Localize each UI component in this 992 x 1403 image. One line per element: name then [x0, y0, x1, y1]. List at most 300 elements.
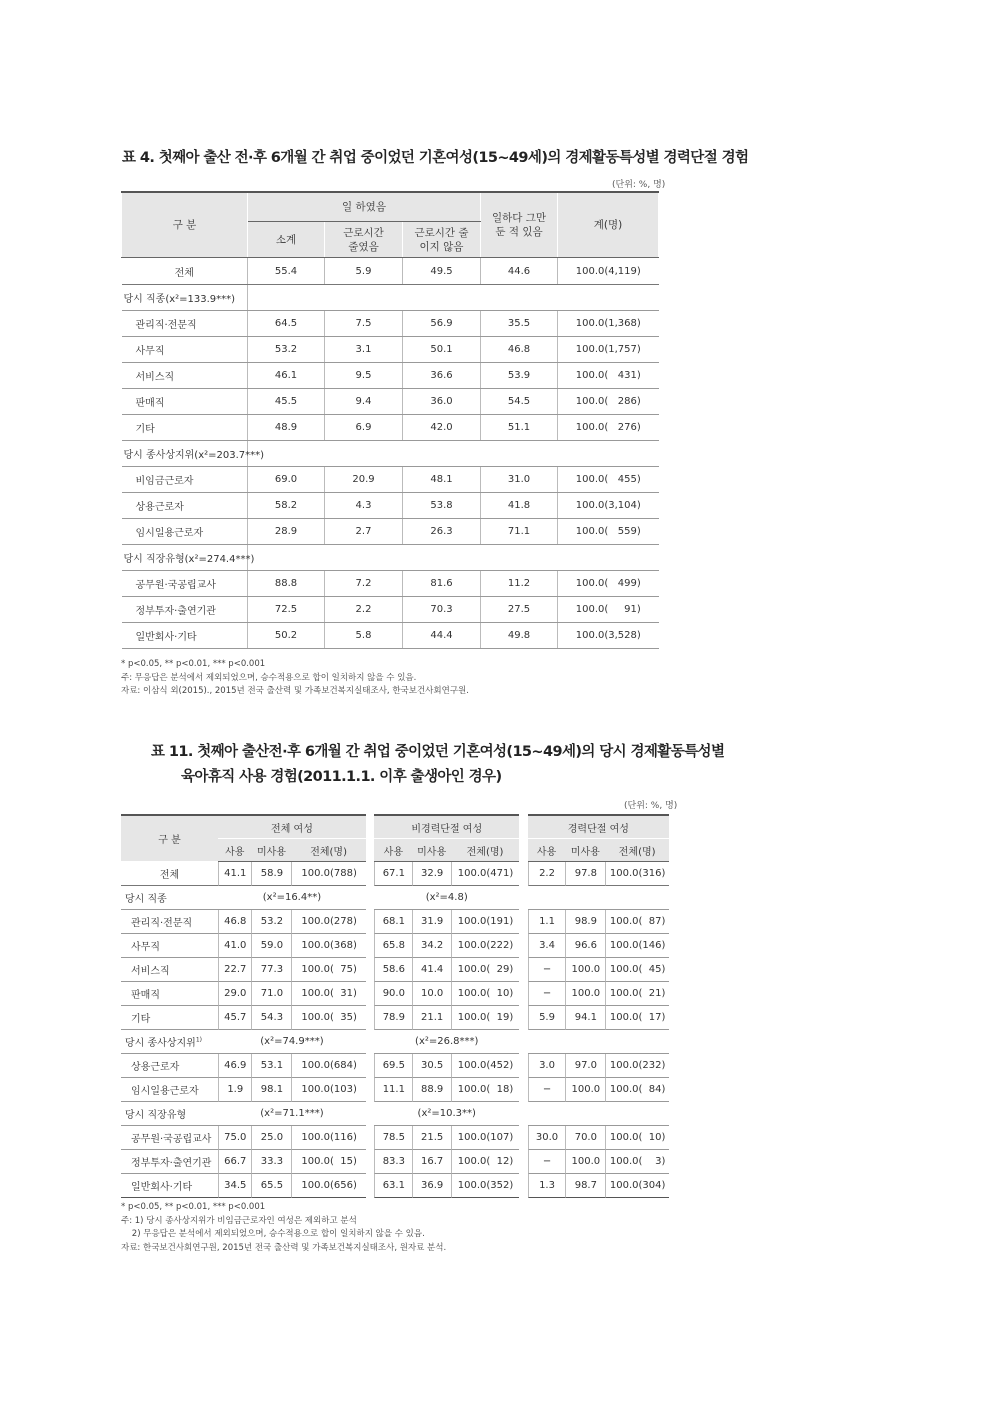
gap	[366, 886, 375, 910]
value-cell: 51.1	[481, 415, 558, 441]
row-label-text: 당시 직장유형	[125, 1110, 187, 1121]
t2-header-use: 사용	[528, 839, 566, 862]
gap	[519, 1102, 528, 1126]
table-row	[122, 493, 659, 519]
row-label-text: 사무직	[131, 942, 160, 953]
row-label	[121, 1102, 218, 1126]
value-cell: 49.8	[481, 623, 558, 649]
empty-cell	[528, 1102, 669, 1126]
value-cell: 58.2	[248, 493, 325, 519]
chi-square-value: (x²=4.8)	[374, 886, 519, 910]
t2-header-category: 구 분	[121, 814, 218, 862]
value-cell: 68.1	[374, 910, 412, 934]
value-cell: 20.9	[325, 467, 403, 493]
value-cell: 70.3	[403, 597, 481, 623]
value-cell: 9.4	[325, 389, 403, 415]
value-cell: 53.9	[481, 363, 558, 389]
value-cell: 58.9	[251, 862, 291, 886]
gap	[366, 1054, 375, 1078]
value-cell: 100.0( 12)	[451, 1150, 519, 1174]
value-cell: 56.9	[403, 311, 481, 337]
row-label: 정부투자·출연기관	[122, 597, 248, 623]
value-cell: 100.0(107)	[451, 1126, 519, 1150]
gap	[519, 934, 528, 958]
row-label: 공무원·국공립교사	[122, 571, 248, 597]
gap	[366, 1174, 375, 1198]
value-cell: 59.0	[251, 934, 291, 958]
value-cell: 100.0( 21)	[605, 982, 669, 1006]
value-cell: 7.2	[325, 571, 403, 597]
gap	[519, 982, 528, 1006]
table2-note: 자료: 한국보건사회연구원, 2015년 전국 출산력 및 가족보건복지실태조사, 원자료 분석.	[121, 1242, 447, 1253]
group-label: 당시 직종(x²=133.9***)	[122, 285, 248, 311]
table-row	[122, 519, 659, 545]
value-cell: 100.0(116)	[291, 1126, 365, 1150]
row-label	[121, 1150, 218, 1174]
value-cell: 5.8	[325, 623, 403, 649]
row-label-text: 당시 종사상지위	[125, 1038, 196, 1049]
row-label-text: 정부투자·출연기관	[131, 1158, 212, 1169]
table-row	[121, 958, 669, 982]
value-cell: 11.2	[481, 571, 558, 597]
row-label-text: 공무원·국공립교사	[131, 1134, 212, 1145]
table2-notes	[121, 1201, 446, 1255]
table-group-row	[121, 1102, 669, 1126]
row-label-text: 당시 직종	[125, 894, 167, 905]
value-cell: 53.2	[248, 337, 325, 363]
value-cell: 100.0	[565, 958, 605, 982]
value-cell: 53.1	[251, 1054, 291, 1078]
value-cell: 32.9	[412, 862, 451, 886]
t1-header-total: 계(명)	[558, 192, 659, 258]
footnote-mark: 1)	[195, 1036, 202, 1044]
table-row	[122, 597, 659, 623]
t1-header-category: 구 분	[122, 192, 248, 258]
value-cell: 100.0( 455)	[558, 467, 659, 493]
value-cell: 100.0( 10)	[451, 982, 519, 1006]
table-row	[122, 363, 659, 389]
value-cell: 10.0	[412, 982, 451, 1006]
empty-cell	[248, 441, 659, 467]
value-cell: 46.9	[218, 1054, 251, 1078]
table1-note: 주: 무응답은 분석에서 제외되었으며, 승수적용으로 합이 일치하지 않을 수 있음.	[121, 672, 417, 683]
value-cell: −	[528, 982, 566, 1006]
row-label-text: 관리직·전문직	[131, 918, 193, 929]
value-cell: 41.8	[481, 493, 558, 519]
value-cell: 34.2	[412, 934, 451, 958]
value-cell: 100.0( 3)	[605, 1150, 669, 1174]
value-cell: 46.8	[218, 910, 251, 934]
value-cell: 72.5	[248, 597, 325, 623]
t1-header-subtotal: 소계	[248, 222, 325, 258]
t2-header-use: 사용	[218, 839, 251, 862]
value-cell: −	[528, 1078, 566, 1102]
t1-body	[122, 258, 659, 649]
value-cell: 3.4	[528, 934, 566, 958]
value-cell: 63.1	[374, 1174, 412, 1198]
row-label: 전체	[122, 258, 248, 285]
table-row	[121, 862, 669, 886]
chi-square-value: (x²=74.9***)	[218, 1030, 366, 1054]
row-label: 사무직	[122, 337, 248, 363]
value-cell: 77.3	[251, 958, 291, 982]
value-cell: 3.1	[325, 337, 403, 363]
t1-header-reduced: 근로시간 줄였음	[325, 222, 403, 258]
t2-header-total: 전체(명)	[451, 839, 519, 862]
value-cell: 100.0( 499)	[558, 571, 659, 597]
row-label	[121, 1006, 218, 1030]
value-cell: 50.1	[403, 337, 481, 363]
value-cell: 97.8	[565, 862, 605, 886]
value-cell: 100.0( 276)	[558, 415, 659, 441]
value-cell: 90.0	[374, 982, 412, 1006]
row-label	[121, 1030, 218, 1054]
value-cell: 100.0(452)	[451, 1054, 519, 1078]
table-row	[121, 1174, 669, 1198]
table2	[121, 814, 669, 1198]
row-label: 비임금근로자	[122, 467, 248, 493]
value-cell: 100.0(368)	[291, 934, 365, 958]
value-cell: 21.1	[412, 1006, 451, 1030]
value-cell: 26.3	[403, 519, 481, 545]
value-cell: 100.0( 75)	[291, 958, 365, 982]
table2-title	[151, 740, 724, 790]
value-cell: 97.0	[565, 1054, 605, 1078]
value-cell: 30.5	[412, 1054, 451, 1078]
gap	[366, 1030, 375, 1054]
table-group-row	[122, 545, 659, 571]
value-cell: 100.0(3,528)	[558, 623, 659, 649]
value-cell: 45.7	[218, 1006, 251, 1030]
value-cell: 22.7	[218, 958, 251, 982]
table2-unit: (단위: %, 명)	[624, 801, 678, 811]
value-cell: 54.5	[481, 389, 558, 415]
table1-unit: (단위: %, 명)	[612, 180, 666, 190]
row-label	[121, 1054, 218, 1078]
t2-header-nonuse: 미사용	[565, 839, 605, 862]
value-cell: 41.1	[218, 862, 251, 886]
value-cell: 100.0( 17)	[605, 1006, 669, 1030]
value-cell: 53.2	[251, 910, 291, 934]
gap	[519, 1126, 528, 1150]
value-cell: 48.9	[248, 415, 325, 441]
value-cell: 2.2	[325, 597, 403, 623]
table-row	[122, 571, 659, 597]
table-group-row	[122, 285, 659, 311]
table-row	[121, 910, 669, 934]
value-cell: 75.0	[218, 1126, 251, 1150]
value-cell: 100.0( 431)	[558, 363, 659, 389]
chi-square-value: (x²=16.4**)	[218, 886, 366, 910]
value-cell: 7.5	[325, 311, 403, 337]
value-cell: 100.0(1,757)	[558, 337, 659, 363]
table-group-row	[121, 886, 669, 910]
table-row	[121, 1126, 669, 1150]
value-cell: 88.8	[248, 571, 325, 597]
table-row	[121, 1078, 669, 1102]
value-cell: 78.5	[374, 1126, 412, 1150]
gap	[366, 934, 375, 958]
empty-cell	[528, 886, 669, 910]
value-cell: 64.5	[248, 311, 325, 337]
t1-header-not-reduced: 근로시간 줄이지 않음	[403, 222, 481, 258]
value-cell: 100.0( 286)	[558, 389, 659, 415]
value-cell: 25.0	[251, 1126, 291, 1150]
value-cell: 88.9	[412, 1078, 451, 1102]
table1-notes	[121, 658, 469, 699]
table1-title: 표 4. 첫째아 출산 전·후 6개월 간 취업 중이었던 기혼여성(15~49세)의 경제활동특성별 경력단절 경험	[122, 150, 749, 166]
t2-header-nonuse: 미사용	[251, 839, 291, 862]
value-cell: 5.9	[528, 1006, 566, 1030]
gap	[519, 1030, 528, 1054]
row-label: 일반회사·기타	[122, 623, 248, 649]
value-cell: 41.4	[412, 958, 451, 982]
value-cell: 46.8	[481, 337, 558, 363]
value-cell: 100.0( 35)	[291, 1006, 365, 1030]
value-cell: 98.9	[565, 910, 605, 934]
value-cell: 100.0( 18)	[451, 1078, 519, 1102]
row-label: 임시일용근로자	[122, 519, 248, 545]
value-cell: 100.0(656)	[291, 1174, 365, 1198]
value-cell: 21.5	[412, 1126, 451, 1150]
row-label-text: 임시일용근로자	[131, 1086, 199, 1097]
value-cell: 100.0(191)	[451, 910, 519, 934]
gap	[519, 1150, 528, 1174]
value-cell: 29.0	[218, 982, 251, 1006]
value-cell: 1.3	[528, 1174, 566, 1198]
table-row	[121, 934, 669, 958]
value-cell: 94.1	[565, 1006, 605, 1030]
t1-header-worked: 일 하였음	[248, 192, 481, 222]
t2-header-all: 전체 여성	[218, 814, 366, 839]
value-cell: 98.1	[251, 1078, 291, 1102]
value-cell: 100.0(316)	[605, 862, 669, 886]
row-label	[121, 958, 218, 982]
table-row	[122, 623, 659, 649]
value-cell: 5.9	[325, 258, 403, 285]
value-cell: 70.0	[565, 1126, 605, 1150]
value-cell: 50.2	[248, 623, 325, 649]
empty-cell	[248, 545, 659, 571]
value-cell: 81.6	[403, 571, 481, 597]
chi-square-value: (x²=71.1***)	[218, 1102, 366, 1126]
gap	[519, 1054, 528, 1078]
value-cell: 27.5	[481, 597, 558, 623]
row-label	[121, 886, 218, 910]
row-label	[121, 934, 218, 958]
value-cell: 45.5	[248, 389, 325, 415]
value-cell: 100.0( 10)	[605, 1126, 669, 1150]
value-cell: 28.9	[248, 519, 325, 545]
value-cell: 100.0(103)	[291, 1078, 365, 1102]
value-cell: 65.5	[251, 1174, 291, 1198]
value-cell: 100.0	[565, 1150, 605, 1174]
gap	[519, 958, 528, 982]
gap	[519, 1174, 528, 1198]
table1-note: 자료: 이삼식 외(2015)., 2015년 전국 출산력 및 가족보건복지실태조사, 한국보건사회연구원.	[121, 686, 469, 696]
value-cell: 100.0( 31)	[291, 982, 365, 1006]
gap	[519, 862, 528, 886]
t2-header-interrupted: 경력단절 여성	[528, 814, 669, 839]
row-label: 서비스직	[122, 363, 248, 389]
gap	[366, 910, 375, 934]
value-cell: 100.0(684)	[291, 1054, 365, 1078]
value-cell: 42.0	[403, 415, 481, 441]
row-label	[121, 1126, 218, 1150]
value-cell: 100.0(1,368)	[558, 311, 659, 337]
group-label: 당시 종사상지위(x²=203.7***)	[122, 441, 248, 467]
value-cell: 71.0	[251, 982, 291, 1006]
t1-header-quit: 일하다 그만 둔 적 있음	[481, 192, 558, 258]
value-cell: 100.0	[565, 1078, 605, 1102]
value-cell: 100.0(471)	[451, 862, 519, 886]
gap	[366, 982, 375, 1006]
value-cell: 2.2	[528, 862, 566, 886]
value-cell: 100.0( 19)	[451, 1006, 519, 1030]
t2-header-use: 사용	[374, 839, 412, 862]
value-cell: 66.7	[218, 1150, 251, 1174]
table2-note: 주: 1) 당시 종사상지위가 비임금근로자인 여성은 제외하고 분석	[121, 1215, 357, 1226]
value-cell: 16.7	[412, 1150, 451, 1174]
gap	[519, 910, 528, 934]
gap	[366, 1078, 375, 1102]
t2-header-total: 전체(명)	[605, 839, 669, 862]
table-row	[121, 1150, 669, 1174]
row-label	[121, 1174, 218, 1198]
row-label	[121, 1078, 218, 1102]
row-label	[121, 910, 218, 934]
value-cell: 65.8	[374, 934, 412, 958]
value-cell: 36.9	[412, 1174, 451, 1198]
table1-note: * p<0.05, ** p<0.01, *** p<0.001	[121, 659, 266, 669]
value-cell: 41.0	[218, 934, 251, 958]
value-cell: 67.1	[374, 862, 412, 886]
value-cell: −	[528, 1150, 566, 1174]
value-cell: 83.3	[374, 1150, 412, 1174]
value-cell: 54.3	[251, 1006, 291, 1030]
gap	[519, 886, 528, 910]
t2-body	[121, 862, 669, 1198]
empty-cell	[528, 1030, 669, 1054]
value-cell: 36.0	[403, 389, 481, 415]
chi-square-value: (x²=26.8***)	[374, 1030, 519, 1054]
table2-title-line1: 표 11. 첫째아 출산전·후 6개월 간 취업 중이었던 기혼여성(15~49세)의 당시 경제활동특성별	[151, 744, 725, 760]
value-cell: −	[528, 958, 566, 982]
value-cell: 11.1	[374, 1078, 412, 1102]
gap	[366, 958, 375, 982]
value-cell: 9.5	[325, 363, 403, 389]
value-cell: 6.9	[325, 415, 403, 441]
value-cell: 100.0(4,119)	[558, 258, 659, 285]
value-cell: 71.1	[481, 519, 558, 545]
value-cell: 100.0(146)	[605, 934, 669, 958]
value-cell: 100.0	[565, 982, 605, 1006]
row-label-text: 서비스직	[131, 966, 170, 977]
table-row	[121, 1006, 669, 1030]
empty-cell	[248, 285, 659, 311]
row-label: 관리직·전문직	[122, 311, 248, 337]
value-cell: 100.0( 45)	[605, 958, 669, 982]
table-row	[121, 982, 669, 1006]
gap	[366, 1126, 375, 1150]
table-row	[122, 389, 659, 415]
value-cell: 98.7	[565, 1174, 605, 1198]
value-cell: 1.1	[528, 910, 566, 934]
table-row	[122, 311, 659, 337]
value-cell: 30.0	[528, 1126, 566, 1150]
value-cell: 34.5	[218, 1174, 251, 1198]
value-cell: 48.1	[403, 467, 481, 493]
value-cell: 2.7	[325, 519, 403, 545]
value-cell: 35.5	[481, 311, 558, 337]
chi-square-value: (x²=10.3**)	[374, 1102, 519, 1126]
t2-header-nonuse: 미사용	[412, 839, 451, 862]
value-cell: 33.3	[251, 1150, 291, 1174]
gap	[366, 862, 375, 886]
row-label	[121, 982, 218, 1006]
row-label: 상용근로자	[122, 493, 248, 519]
value-cell: 100.0( 29)	[451, 958, 519, 982]
gap	[519, 1078, 528, 1102]
gap	[366, 1006, 375, 1030]
group-label: 당시 직장유형(x²=274.4***)	[122, 545, 248, 571]
row-label-text: 판매직	[131, 990, 160, 1001]
table-row	[122, 258, 659, 285]
value-cell: 100.0(3,104)	[558, 493, 659, 519]
row-label	[121, 862, 218, 886]
value-cell: 100.0(352)	[451, 1174, 519, 1198]
value-cell: 100.0( 15)	[291, 1150, 365, 1174]
table2-note: 2) 무응답은 분석에서 제외되었으며, 승수적용으로 합이 일치하지 않을 수 있음.	[121, 1229, 425, 1239]
table-group-row	[122, 441, 659, 467]
value-cell: 100.0( 84)	[605, 1078, 669, 1102]
row-label-text: 기타	[131, 1014, 151, 1025]
gap	[366, 1102, 375, 1126]
row-label-text: 일반회사·기타	[131, 1182, 193, 1193]
value-cell: 100.0( 87)	[605, 910, 669, 934]
row-label: 기타	[122, 415, 248, 441]
value-cell: 36.6	[403, 363, 481, 389]
row-label: 판매직	[122, 389, 248, 415]
table1	[121, 191, 659, 649]
value-cell: 46.1	[248, 363, 325, 389]
value-cell: 100.0(232)	[605, 1054, 669, 1078]
table-row	[121, 1054, 669, 1078]
value-cell: 58.6	[374, 958, 412, 982]
row-label-text: 전체	[159, 870, 180, 881]
row-label-text: 상용근로자	[131, 1062, 180, 1073]
value-cell: 78.9	[374, 1006, 412, 1030]
value-cell: 100.0(222)	[451, 934, 519, 958]
table-row	[122, 467, 659, 493]
value-cell: 49.5	[403, 258, 481, 285]
value-cell: 69.0	[248, 467, 325, 493]
table2-title-line2: 육아휴직 사용 경험(2011.1.1. 이후 출생아인 경우)	[181, 769, 502, 785]
value-cell: 100.0( 559)	[558, 519, 659, 545]
table-row	[122, 415, 659, 441]
value-cell: 4.3	[325, 493, 403, 519]
t2-header-noninterrupted: 비경력단절 여성	[374, 814, 519, 839]
value-cell: 100.0(304)	[605, 1174, 669, 1198]
value-cell: 31.9	[412, 910, 451, 934]
value-cell: 100.0( 91)	[558, 597, 659, 623]
gap	[519, 1006, 528, 1030]
value-cell: 96.6	[565, 934, 605, 958]
value-cell: 44.6	[481, 258, 558, 285]
gap	[366, 1150, 375, 1174]
value-cell: 69.5	[374, 1054, 412, 1078]
table-row	[122, 337, 659, 363]
